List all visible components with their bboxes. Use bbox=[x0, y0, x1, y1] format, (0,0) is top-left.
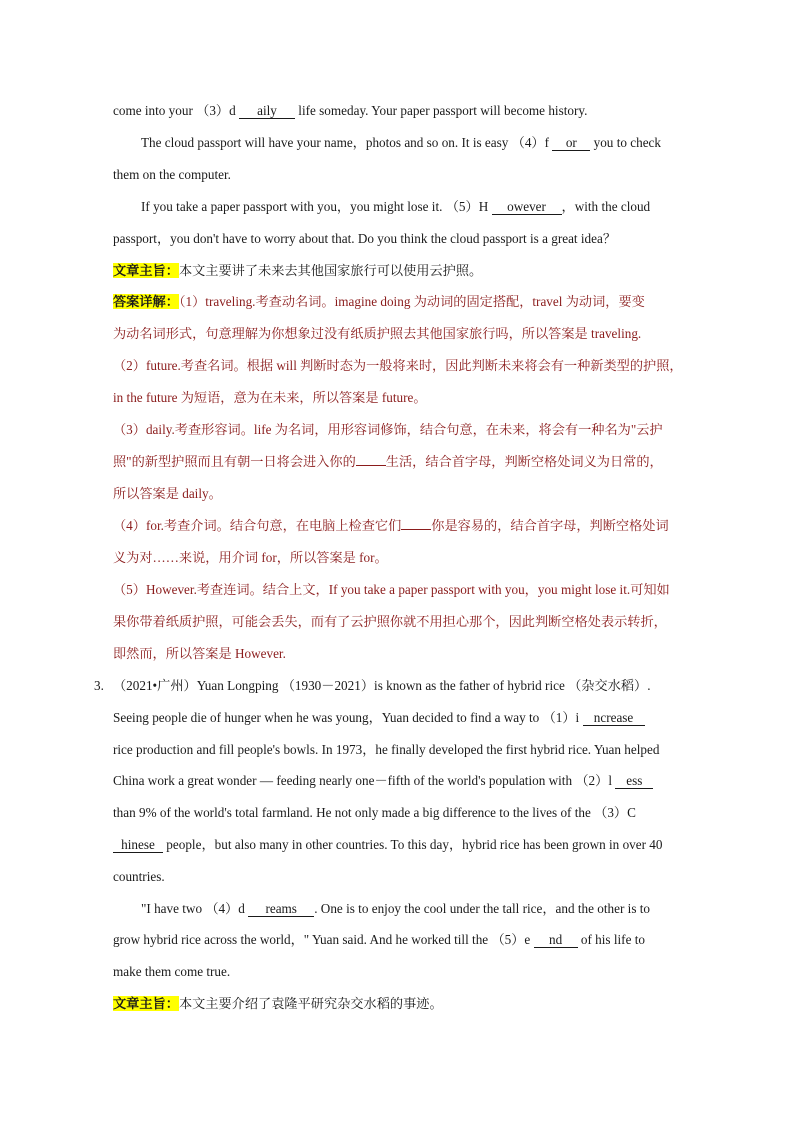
inline-blank bbox=[356, 465, 386, 466]
inline-blank bbox=[401, 529, 431, 530]
passage-line: If you take a paper passport with you，you might lose it. （5）H owever ，with the cloud bbox=[141, 199, 651, 214]
passage-line: passport，you don't have to worry about that. Do you think the cloud passport is a great idea？ bbox=[113, 231, 617, 246]
answer-line: （4）for.考查介词。结合句意，在电脑上检查它们 你是容易的，结合首字母，判断空格处词 bbox=[113, 518, 669, 533]
answer-blank: owever bbox=[492, 199, 562, 215]
answer-line: 即然而，所以答案是 However. bbox=[113, 646, 286, 661]
answer-blank: ncrease bbox=[583, 710, 645, 726]
passage-line: China work a great wonder — feeding nearly one－fifth of the world's population with （2）l ess bbox=[113, 771, 703, 791]
passage-line: "I have two （4）d reams . One is to enjoy the cool under the tall rice，and the other is to bbox=[141, 901, 651, 916]
answer-line: 照"的新型护照而且有朝一日将会进入你的 生活，结合首字母，判断空格处词义为日常的， bbox=[113, 454, 663, 469]
answer-blank: aily bbox=[239, 103, 295, 119]
answer-line: （2）future.考查名词。根据 will 判断时态为一般将来时，因此判断未来将会有一种新类型的护照， bbox=[113, 358, 683, 373]
theme-label: 文章主旨： bbox=[113, 263, 179, 278]
answer-line: 所以答案是 daily。 bbox=[113, 486, 222, 501]
answer-label: 答案详解： bbox=[113, 294, 179, 309]
theme-text: 本文主要讲了未来去其他国家旅行可以使用云护照。 bbox=[178, 263, 483, 278]
theme-text: 本文主要介绍了袁隆平研究杂交水稻的事迹。 bbox=[178, 996, 443, 1011]
answer-line: 义为对……来说，用介词 for，所以答案是 for。 bbox=[113, 550, 388, 565]
passage-line: than 9% of the world's total farmland. He not only made a big difference to the lives of the （3）C bbox=[113, 805, 636, 820]
passage-line: hinese people，but also many in other countries. To this day，hybrid rice has been grown in over 40 bbox=[113, 835, 703, 855]
passage-line: The cloud passport will have your name，photos and so on. It is easy （4）f or you to check bbox=[141, 135, 661, 150]
question-number: 3. bbox=[94, 678, 104, 693]
answer-blank: ess bbox=[615, 773, 653, 789]
passage-line: grow hybrid rice across the world，" Yuan said. And he worked till the （5）e nd of his life to bbox=[113, 932, 645, 947]
answer-blank: or bbox=[552, 135, 590, 151]
answer-line: in the future 为短语，意为在未来，所以答案是 future。 bbox=[113, 390, 427, 405]
passage-line: （2021•广州）Yuan Longping （1930－2021）is known as the father of hybrid rice （杂交水稻）. bbox=[113, 678, 651, 693]
passage-line: them on the computer. bbox=[113, 167, 231, 182]
answer-line: 果你带着纸质护照，可能会丢失，而有了云护照你就不用担心那个，因此判断空格处表示转折， bbox=[113, 614, 667, 629]
answer-blank: hinese bbox=[113, 837, 163, 853]
passage-line: come into your （3）d aily life someday. Your paper passport will become history. bbox=[113, 103, 588, 118]
theme-line bbox=[113, 994, 703, 1014]
answer-line: 答案详解：（1）traveling.考查动名词。imagine doing 为动词的固定搭配，travel 为动词，要变 bbox=[113, 294, 645, 309]
passage-line: rice production and fill people's bowls. In 1973，he finally developed the first hybrid rice. Yuan helped bbox=[113, 742, 660, 757]
answer-line: （5）However.考查连词。结合上文，If you take a paper passport with you，you might lose it.可知如 bbox=[113, 582, 670, 597]
answer-line: 为动名词形式，句意理解为你想象过没有纸质护照去其他国家旅行吗，所以答案是 traveling. bbox=[113, 326, 642, 341]
answer-blank: nd bbox=[534, 932, 578, 948]
answer-blank: reams bbox=[248, 901, 314, 917]
answer-line: （3）daily.考查形容词。life 为名词，用形容词修饰，结合句意，在未来，将会有一种名为"云护 bbox=[113, 422, 663, 437]
passage-line: make them come true. bbox=[113, 964, 231, 979]
passage-line: countries. bbox=[113, 869, 165, 884]
theme-line bbox=[113, 261, 703, 281]
theme-label: 文章主旨： bbox=[113, 996, 179, 1011]
passage-line: Seeing people die of hunger when he was young，Yuan decided to find a way to （1）i ncrease bbox=[113, 708, 703, 728]
